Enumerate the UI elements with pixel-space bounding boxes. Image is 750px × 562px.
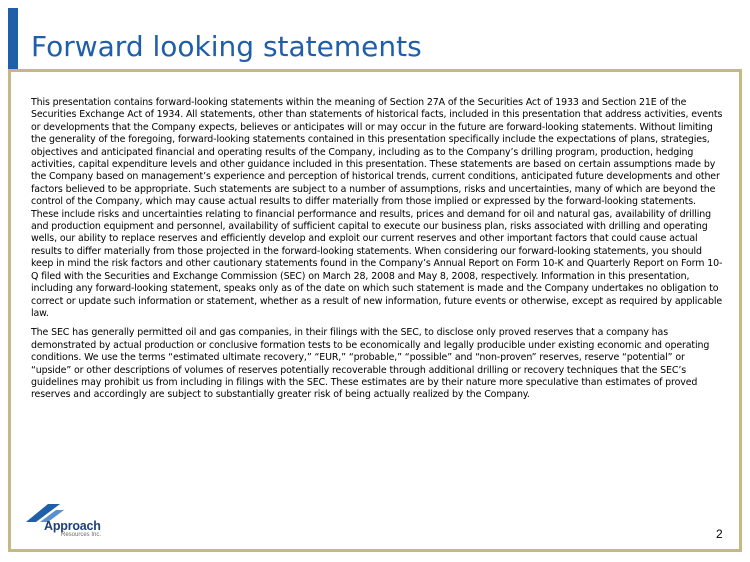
- title-divider: [8, 69, 742, 72]
- company-logo: [26, 502, 136, 542]
- page-number: 2: [716, 527, 723, 541]
- frame-bottom-border: [8, 549, 742, 552]
- logo-wordmark: Approach: [44, 519, 101, 533]
- title-accent-bar: [8, 8, 18, 70]
- logo-subtitle: Resources Inc.: [61, 532, 102, 538]
- disclaimer-body: [31, 97, 723, 409]
- frame-left-border: [8, 72, 11, 552]
- disclaimer-paragraph-2: The SEC has generally permitted oil and gas companies, in their filings with the SEC, to disclose only proved reserves that a company has demonstrated by actual production or conclusive formation tests to be economically and legally producible under existing economic and operating conditions. We use the terms “estimated ultimate recovery,” “EUR,” “probable,” “possible” and “non-proven” reserves, reserve “potential” or “upside” or other descriptions of volumes of reserves potentially recoverable through additional drilling or recovery techniques that the SEC’s guidelines may prohibit us from including in filings with the SEC. These estimates are by their nature more speculative than estimates of proved reserves and accordingly are subject to substantially greater risk of being actually realized by the Company.: [31, 327, 710, 401]
- disclaimer-paragraph-1: This presentation contains forward-looking statements within the meaning of Section 27A of the Securities Act of 1933 and Section 21E of the Securities Exchange Act of 1934. All statements, other than statements of historical facts, included in this presentation that address activities, events or developments that the Company expects, believes or anticipates will or may occur in the future are forward-looking statements. Without limiting the generality of the foregoing, forward-looking statements contained in this presentation specifically include the expectations of plans, strategies, objectives and anticipated financial and operating results of the Company, including as to the Company’s drilling program, production, hedging activities, capital expenditure levels and other guidance included in this presentation. These statements are based on certain assumptions made by the Company based on management’s experience and perception of historical trends, current conditions, anticipated future developments and other factors believed to be appropriate. Such statements are subject to a number of assumptions, risks and uncertainties, many of which are beyond the control of the Company, which may cause actual results to differ materially from those implied or expressed by the forward-looking statements. These include risks and uncertainties relating to financial performance and results, prices and demand for oil and natural gas, availability of drilling and production equipment and personnel, availability of sufficient capital to execute our business plan, risks associated with drilling and operating wells, our ability to replace reserves and efficiently develop and exploit our current reserves and other important factors that could cause actual results to differ materially from those projected in the forward-looking statements. When considering our forward-looking statements, you should keep in mind the risk factors and other cautionary statements found in the Company’s Annual Report on Form 10-K and Quarterly Report on Form 10-Q filed with the Securities and Exchange Commission (SEC) on March 28, 2008 and May 8, 2008, respectively. Information in this presentation, including any forward-looking statement, speaks only as of the date on which such statement is made and the Company undertakes no obligation to correct or update such information or statement, whether as a result of new information, future events or otherwise, except as required by applicable law.: [31, 97, 723, 319]
- frame-right-border: [739, 72, 742, 552]
- page-title: Forward looking statements: [31, 30, 422, 63]
